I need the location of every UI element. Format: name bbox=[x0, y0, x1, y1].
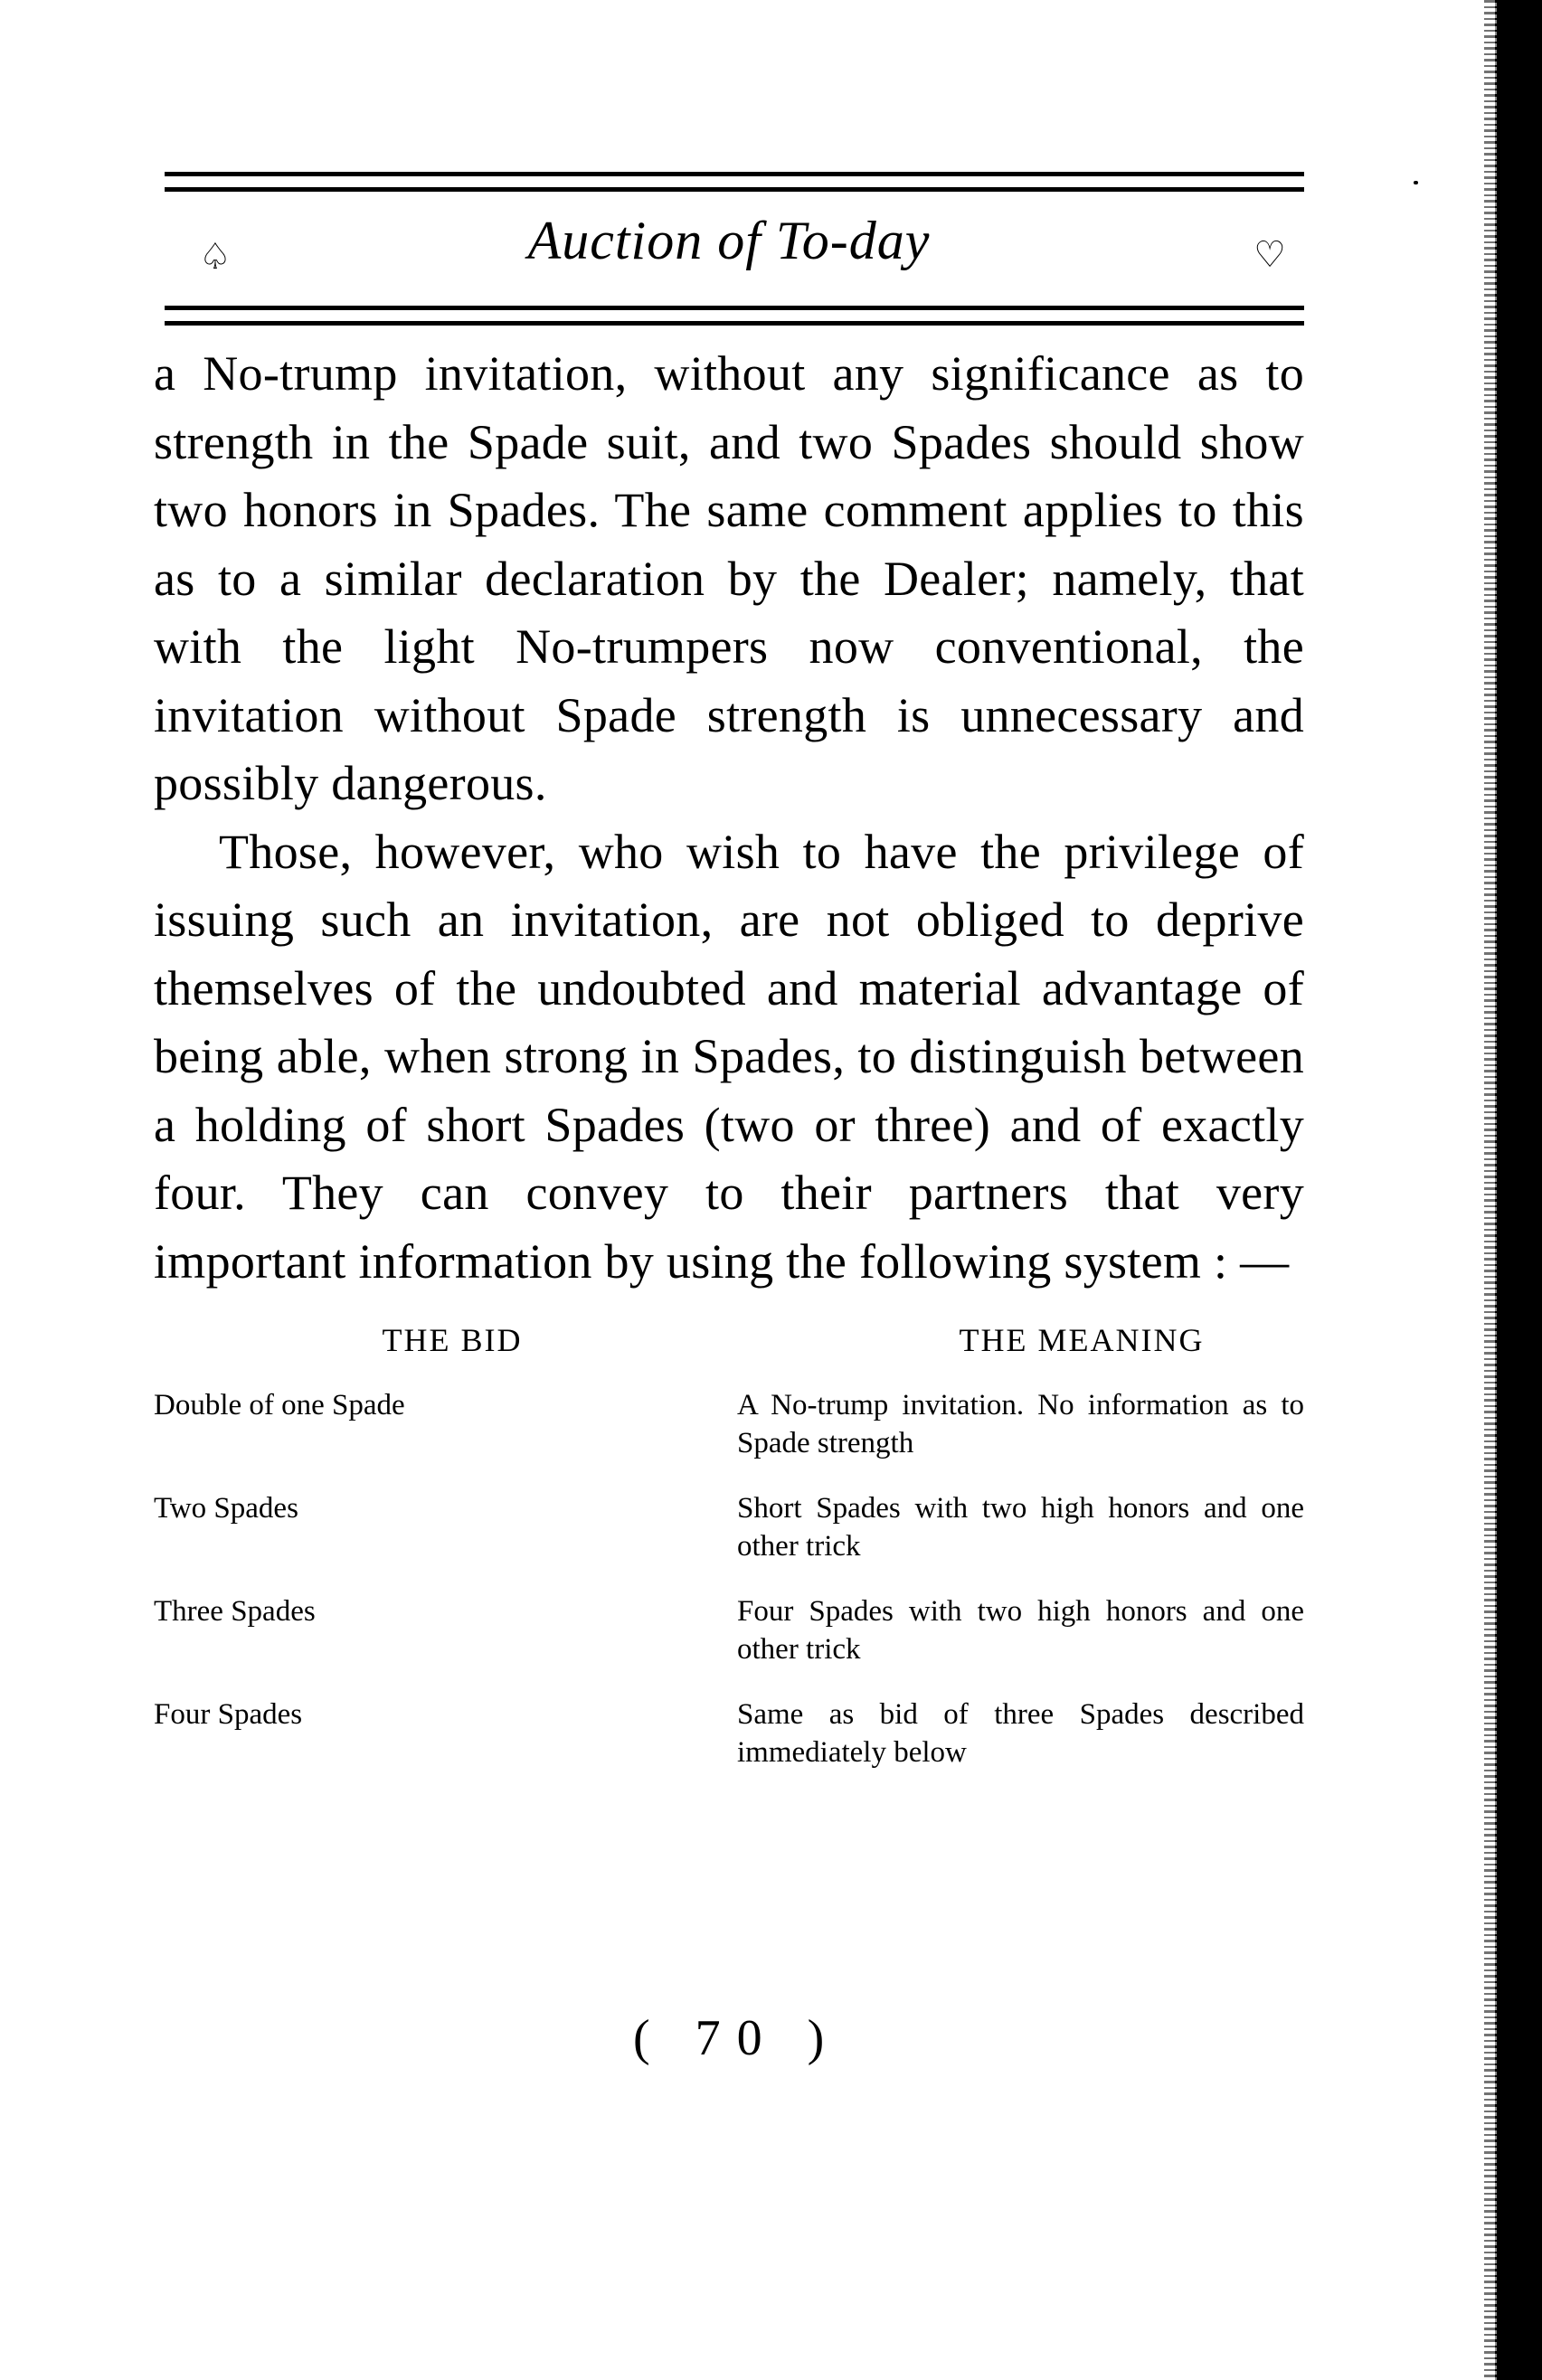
table-row bbox=[154, 1695, 1304, 1771]
running-head bbox=[154, 197, 1304, 306]
body-text bbox=[154, 340, 1304, 1296]
meaning-cell: Same as bid of three Spades described immediately below bbox=[737, 1698, 1304, 1769]
book-binding-edge bbox=[1495, 0, 1542, 2380]
table-row bbox=[154, 1592, 1304, 1668]
heart-icon: ♡ bbox=[1253, 234, 1286, 275]
bid-meaning-table bbox=[154, 1321, 1304, 1771]
bid-cell: Two Spades bbox=[154, 1492, 298, 1525]
column-header-meaning: THE MEANING bbox=[959, 1322, 1205, 1358]
meaning-cell: Four Spades with two high honors and one other trick bbox=[737, 1595, 1304, 1666]
rule-line bbox=[165, 172, 1304, 176]
spade-icon: ♤ bbox=[199, 236, 232, 277]
header-bottom-rules bbox=[154, 306, 1304, 331]
column-header-bid: THE BID bbox=[382, 1322, 523, 1358]
book-page bbox=[154, 172, 1304, 1799]
rule-line bbox=[165, 321, 1304, 326]
table-row bbox=[154, 1386, 1304, 1462]
meaning-cell: A No-trump invitation. No information as to Spade strength bbox=[737, 1389, 1304, 1459]
table-header-row bbox=[154, 1321, 1304, 1359]
meaning-cell: Short Spades with two high honors and one other trick bbox=[737, 1492, 1304, 1563]
bid-cell: Four Spades bbox=[154, 1698, 303, 1731]
bid-cell: Three Spades bbox=[154, 1595, 316, 1628]
paragraph: Those, however, who wish to have the privilege of issuing such an invitation, are not obliged to deprive themselves of the undoubted and material advantage of being able, when strong in Spades, to distinguish between a holding of short Spades (two or three) and of exactly four. They can convey to their partners that very important information by using the following system : — bbox=[154, 824, 1304, 1289]
paragraph: a No-trump invitation, without any significance as to strength in the Spade suit, and two Spades should show two honors in Spades. The same comment applies to this as to a similar declaration by the Dealer; namely, that with the light No-trumpers now conventional, the invitation without Spade strength is unnecessary and possibly dangerous. bbox=[154, 346, 1304, 810]
table-row bbox=[154, 1489, 1304, 1565]
running-head-title: Auction of To-day bbox=[527, 211, 931, 270]
page-number: ( 70 ) bbox=[633, 2010, 841, 2066]
rule-line bbox=[165, 187, 1304, 192]
binding-texture bbox=[1484, 0, 1497, 2380]
rule-line bbox=[165, 306, 1304, 310]
bid-cell: Double of one Spade bbox=[154, 1389, 405, 1421]
header-top-rules bbox=[154, 172, 1304, 197]
scan-speck bbox=[1414, 181, 1418, 184]
